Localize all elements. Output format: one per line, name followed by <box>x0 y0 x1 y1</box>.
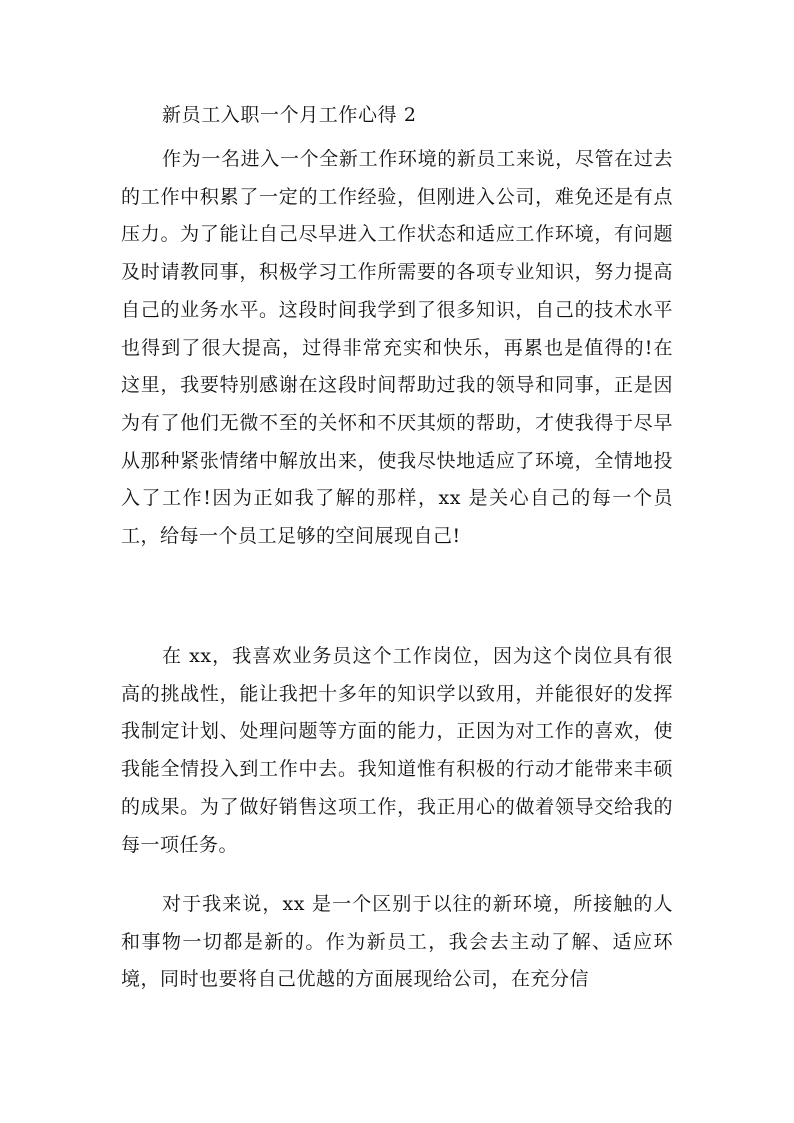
document-title: 新员工入职一个月工作心得 2 <box>162 104 417 126</box>
paragraph-3: 对于我来说，xx 是一个区别于以往的新环境，所接触的人和事物一切都是新的。作为新员工，我会去主动了解、适应环境，同时也要将自己优越的方面展现给公司，在充分信 <box>121 893 673 991</box>
paragraph-2: 在 xx，我喜欢业务员这个工作岗位，因为这个岗位具有很高的挑战性，能让我把十多年的知识学以致用，并能很好的发挥我制定计划、处理问题等方面的能力，正因为对工作的喜欢，使我能全情投入到工作中去。我知道惟有积极的行动才能带来丰硕的成果。为了做好销售这项工作，我正用心的做着领导交给我的每一项任务。 <box>121 645 673 856</box>
paragraph-1: 作为一名进入一个全新工作环境的新员工来说，尽管在过去的工作中积累了一定的工作经验，但刚进入公司，难免还是有点压力。为了能让自己尽早进入工作状态和适应工作环境，有问题及时请教同事，积极学习工作所需要的各项专业知识，努力提高自己的业务水平。这段时间我学到了很多知识，自己的技术水平也得到了很大提高，过得非常充实和快乐，再累也是值得的!在这里，我要特别感谢在这段时间帮助过我的领导和同事，正是因为有了他们无微不至的关怀和不厌其烦的帮助，才使我得于尽早从那种紧张情绪中解放出来，使我尽快地适应了环境，全情地投入了工作!因为正如我了解的那样，xx 是关心自己的每一个员工，给每一个员工足够的空间展现自己! <box>121 148 673 548</box>
